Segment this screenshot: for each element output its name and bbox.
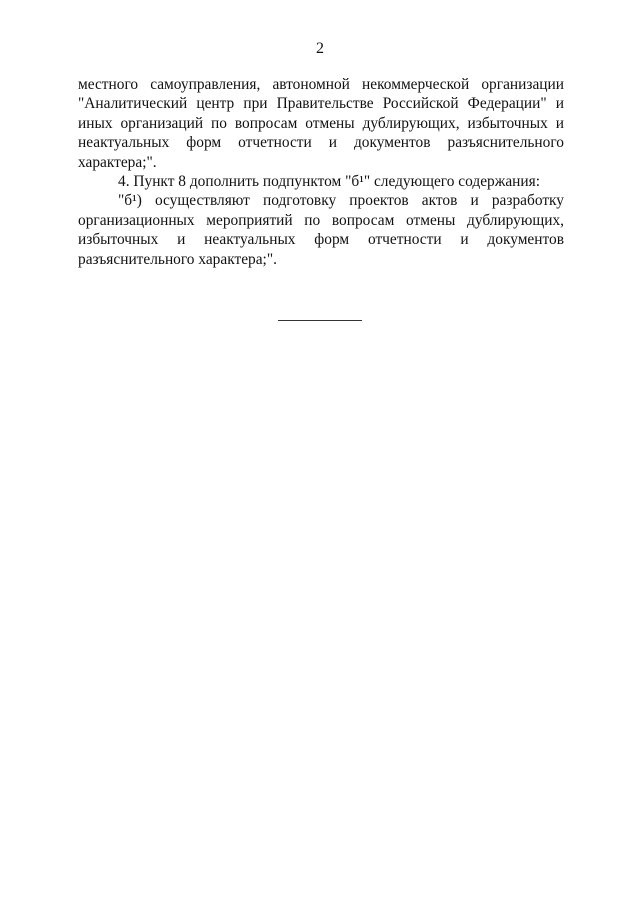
document-body: [78, 75, 564, 269]
page-number: 2: [316, 40, 324, 57]
paragraph-item-4: 4. Пункт 8 дополнить подпунктом "б¹" следующего содержания:: [118, 173, 541, 191]
paragraph-subitem-b1: "б¹) осуществляют подготовку проектов актов и разработку организационных мероприятий по вопросам отмены дублирующих, избыточных и неактуальных форм отчетности и документов разъяснительного характера;".: [78, 192, 564, 268]
paragraph-continuation: местного самоуправления, автономной некоммерческой организации "Аналитический центр при Правительстве Российской Федерации" и иных организаций по вопросам отмены дублирующих, избыточных и неактуальных форм отчетности и документов разъяснительного характера;".: [78, 76, 564, 171]
end-of-document-rule: [278, 320, 362, 321]
